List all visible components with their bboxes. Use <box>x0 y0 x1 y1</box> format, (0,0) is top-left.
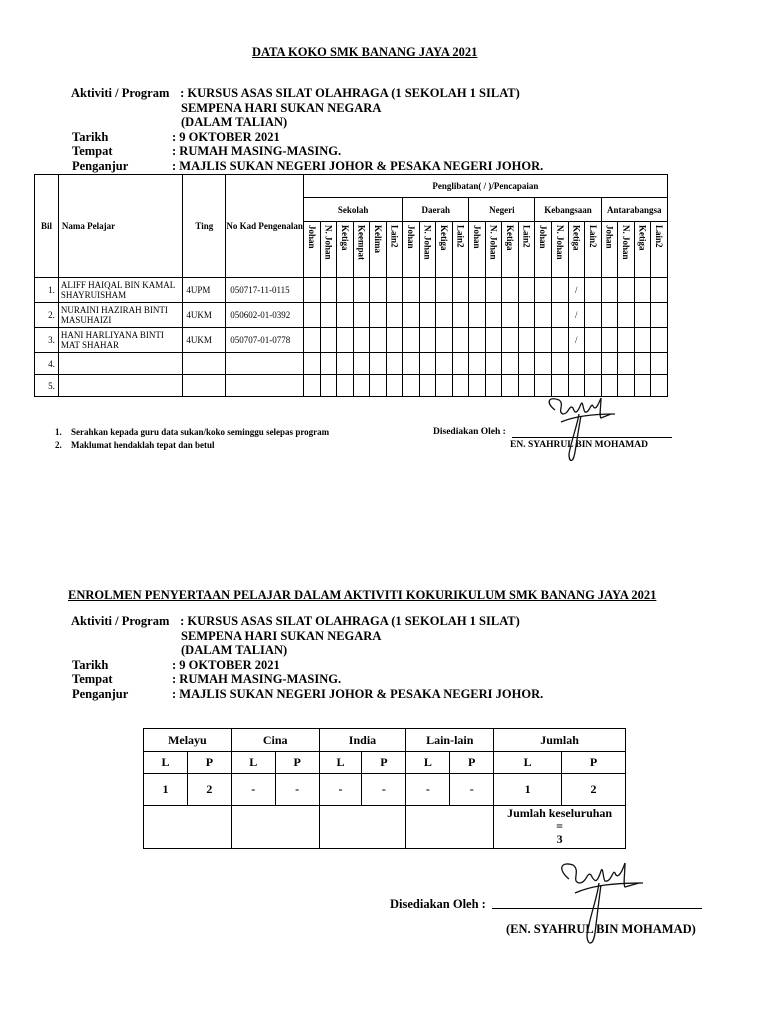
achievement-cell <box>535 353 552 375</box>
achievement-cell <box>551 353 568 375</box>
subcol-header <box>403 222 420 278</box>
row-ic: 050707-01-0778 <box>226 328 304 353</box>
note-num-2: 2. <box>55 440 62 450</box>
subcol-header <box>651 222 668 278</box>
col-l: L <box>144 752 188 774</box>
value-cell: - <box>275 774 319 806</box>
achievement-cell <box>452 328 469 353</box>
achievement-cell: / <box>568 328 585 353</box>
tarikh-label-2: Tarikh <box>72 657 109 672</box>
subcol-label: Lain2 <box>389 225 400 248</box>
subcol-label: Johan <box>306 225 317 249</box>
subcol-label: N. Johan <box>620 225 631 260</box>
row-name: HANI HARLIYANA BINTI MAT SHAHAR <box>58 328 183 353</box>
value-cell: 1 <box>494 774 562 806</box>
achievement-cell <box>618 303 635 328</box>
achievement-cell <box>518 303 535 328</box>
achievement-cell <box>419 303 436 328</box>
empty-cell <box>406 806 494 849</box>
achievement-cell <box>304 303 321 328</box>
achievement-cell <box>320 328 337 353</box>
col-penglibatan: Penglibatan( / )/Pencapaian <box>304 175 668 198</box>
value-cell: - <box>231 774 275 806</box>
achievement-cell <box>403 328 420 353</box>
section2-title: ENROLMEN PENYERTAAN PELAJAR DALAM AKTIVITI KOKURIKULUM SMK BANANG JAYA 2021 <box>68 588 657 602</box>
achievement-cell <box>386 353 403 375</box>
col-nokad: No Kad Pengenalan <box>226 175 304 278</box>
achievement-cell <box>502 328 519 353</box>
col-p: P <box>187 752 231 774</box>
achievement-cell <box>337 278 354 303</box>
achievement-cell <box>304 375 321 397</box>
achievement-cell <box>535 328 552 353</box>
row-ting <box>183 353 226 375</box>
note-2: Maklumat hendaklah tepat dan betul <box>71 440 215 450</box>
row-bil: 4. <box>35 353 59 375</box>
achievement-cell <box>634 375 651 397</box>
subcol-header <box>551 222 568 278</box>
subcol-label: Lain2 <box>521 225 532 248</box>
subcol-header <box>353 222 370 278</box>
achievement-cell <box>651 353 668 375</box>
achievement-cell <box>551 303 568 328</box>
value-cell: 1 <box>144 774 188 806</box>
achievement-cell <box>469 353 486 375</box>
section2-info: Aktiviti / Program : KURSUS ASAS SILAT OLAHRAGA (1 SEKOLAH 1 SILAT) SEMPENA HARI SUKAN NEGARA (DALAM TALIAN) Tarikh : 9 OKTOBER 2021 Tempat : RUMAH MASING-MASING. Penganjur : MAJLIS SUKAN NEGERI JOHOR & PESAKA NEGERI JOHOR. <box>71 614 544 701</box>
penganjur-value-2: MAJLIS SUKAN NEGERI JOHOR & PESAKA NEGERI JOHOR. <box>179 686 544 701</box>
achievement-cell <box>618 375 635 397</box>
subcol-label: Keempat <box>356 225 367 260</box>
group-india: India <box>319 729 406 752</box>
achievement-cell <box>634 353 651 375</box>
col-l: L <box>319 752 362 774</box>
subcol-label: Lain2 <box>455 225 466 248</box>
prepared-label-2: Disediakan Oleh : <box>390 897 486 911</box>
col-bil: Bil <box>35 175 59 278</box>
achievement-cell <box>370 353 387 375</box>
prepared-label-1: Disediakan Oleh : <box>433 427 506 437</box>
value-cell: - <box>406 774 450 806</box>
subcol-header <box>568 222 585 278</box>
achievement-cell <box>419 375 436 397</box>
achievement-cell <box>403 353 420 375</box>
achievement-cell <box>370 375 387 397</box>
participation-table <box>34 174 734 397</box>
col-nama: Nama Pelajar <box>58 175 183 278</box>
note-1: Serahkan kepada guru data sukan/koko seminggu selepas program <box>71 427 330 437</box>
row-bil: 1. <box>35 278 59 303</box>
total-eq: = <box>556 819 563 833</box>
total-value: 3 <box>556 832 563 846</box>
subcol-header <box>502 222 519 278</box>
achievement-cell <box>502 375 519 397</box>
aktiviti-line-3-2: (DALAM TALIAN) <box>181 643 288 657</box>
subcol-header <box>452 222 469 278</box>
achievement-cell <box>502 278 519 303</box>
tempat-label: Tempat <box>72 144 113 158</box>
row-name: ALIFF HAIQAL BIN KAMAL SHAYRUISHAM <box>58 278 183 303</box>
table-row <box>35 328 734 353</box>
subcol-header <box>419 222 436 278</box>
value-cell: 2 <box>187 774 231 806</box>
subcol-header <box>518 222 535 278</box>
achievement-cell <box>568 353 585 375</box>
total-label: Jumlah keseluruhan <box>507 806 613 820</box>
subcol-label: Johan <box>472 225 483 249</box>
row-bil: 3. <box>35 328 59 353</box>
row-name <box>58 353 183 375</box>
empty-cell <box>231 806 319 849</box>
empty-cell <box>144 806 232 849</box>
col-ting: Ting <box>183 175 226 278</box>
tarikh-value-2: 9 OKTOBER 2021 <box>179 657 280 672</box>
subcol-header <box>337 222 354 278</box>
achievement-cell <box>618 353 635 375</box>
penganjur-label: Penganjur <box>72 158 129 173</box>
achievement-cell <box>551 278 568 303</box>
achievement-cell <box>436 353 453 375</box>
col-p: P <box>562 752 626 774</box>
notes-list <box>55 426 329 452</box>
achievement-cell <box>469 375 486 397</box>
subcol-header <box>618 222 635 278</box>
subcol-header <box>320 222 337 278</box>
signature-1 <box>535 392 615 468</box>
achievement-cell <box>386 303 403 328</box>
table-row <box>35 353 734 375</box>
subcol-label: Ketiga <box>339 225 350 251</box>
section1-info: Aktiviti / Program : KURSUS ASAS SILAT OLAHRAGA (1 SEKOLAH 1 SILAT) SEMPENA HARI SUKAN NEGARA (DALAM TALIAN) Tarikh : 9 OKTOBER 2021 Tempat : RUMAH MASING-MASING. Penganjur : MAJLIS SUKAN NEGERI JOHOR & PESAKA NEGERI JOHOR. <box>71 86 544 173</box>
level-kebangsaan: Kebangsaan <box>535 198 601 222</box>
subcol-label: Kelima <box>372 225 383 253</box>
row-ting <box>183 375 226 397</box>
achievement-cell <box>370 303 387 328</box>
achievement-cell <box>452 353 469 375</box>
subcol-header <box>469 222 486 278</box>
subcol-header <box>386 222 403 278</box>
achievement-cell <box>585 303 602 328</box>
achievement-cell <box>535 303 552 328</box>
achievement-cell <box>485 353 502 375</box>
achievement-cell <box>320 278 337 303</box>
achievement-cell <box>304 278 321 303</box>
value-cell: - <box>319 774 362 806</box>
achievement-cell <box>353 303 370 328</box>
achievement-cell <box>304 353 321 375</box>
achievement-cell <box>370 278 387 303</box>
subcol-header <box>634 222 651 278</box>
level-negeri: Negeri <box>469 198 535 222</box>
row-name: NURAINI HAZIRAH BINTI MASUHAIZI <box>58 303 183 328</box>
aktiviti-line-1-2: KURSUS ASAS SILAT OLAHRAGA (1 SEKOLAH 1 SILAT) <box>187 614 520 628</box>
achievement-cell <box>436 303 453 328</box>
subcol-label: Lain2 <box>587 225 598 248</box>
achievement-cell <box>452 375 469 397</box>
tempat-label-2: Tempat <box>72 672 113 686</box>
penganjur-value: MAJLIS SUKAN NEGERI JOHOR & PESAKA NEGERI JOHOR. <box>179 158 544 173</box>
prepared-name-2: (EN. SYAHRUL BIN MOHAMAD) <box>506 922 696 936</box>
subcol-label: Lain2 <box>654 225 665 248</box>
row-ic <box>226 353 304 375</box>
achievement-cell <box>502 303 519 328</box>
subcol-label: Johan <box>405 225 416 249</box>
achievement-cell <box>485 375 502 397</box>
achievement-cell <box>551 328 568 353</box>
subcol-label: Johan <box>604 225 615 249</box>
achievement-cell <box>452 278 469 303</box>
col-p: P <box>275 752 319 774</box>
row-ic: 050717-11-0115 <box>226 278 304 303</box>
achievement-cell <box>452 303 469 328</box>
signature-2 <box>545 855 645 955</box>
subcol-label: Ketiga <box>571 225 582 251</box>
achievement-cell <box>651 328 668 353</box>
achievement-cell <box>386 278 403 303</box>
achievement-cell <box>585 353 602 375</box>
achievement-cell <box>320 375 337 397</box>
subcol-label: Johan <box>538 225 549 249</box>
aktiviti-label: Aktiviti / Program <box>71 86 170 100</box>
group-melayu: Melayu <box>144 729 232 752</box>
achievement-cell <box>337 353 354 375</box>
achievement-cell <box>618 328 635 353</box>
col-p: P <box>450 752 494 774</box>
subcol-label: Ketiga <box>637 225 648 251</box>
subcol-header <box>485 222 502 278</box>
achievement-cell <box>403 278 420 303</box>
achievement-cell <box>353 328 370 353</box>
achievement-cell <box>419 353 436 375</box>
tarikh-value: 9 OKTOBER 2021 <box>179 129 280 144</box>
achievement-cell <box>518 375 535 397</box>
achievement-cell <box>436 328 453 353</box>
achievement-cell <box>419 328 436 353</box>
row-ting: 4UKM <box>183 303 226 328</box>
achievement-cell <box>634 328 651 353</box>
achievement-cell <box>469 303 486 328</box>
achievement-cell <box>485 328 502 353</box>
level-sekolah: Sekolah <box>304 198 403 222</box>
group-lain-lain: Lain-lain <box>406 729 494 752</box>
tempat-value: RUMAH MASING-MASING. <box>179 144 342 158</box>
empty-cell <box>319 806 406 849</box>
col-l: L <box>406 752 450 774</box>
col-p: P <box>362 752 406 774</box>
tempat-value-2: RUMAH MASING-MASING. <box>179 672 342 686</box>
achievement-cell: / <box>568 303 585 328</box>
value-cell: 2 <box>562 774 626 806</box>
table-row <box>35 278 734 303</box>
aktiviti-label-2: Aktiviti / Program <box>71 614 170 628</box>
aktiviti-line-1: KURSUS ASAS SILAT OLAHRAGA (1 SEKOLAH 1 SILAT) <box>187 86 520 100</box>
achievement-cell <box>485 278 502 303</box>
subcol-label: Ketiga <box>439 225 450 251</box>
achievement-cell <box>469 278 486 303</box>
achievement-cell <box>436 375 453 397</box>
subcol-label: N. Johan <box>422 225 433 260</box>
achievement-cell <box>337 328 354 353</box>
enrolment-table <box>143 728 626 849</box>
value-cell: - <box>362 774 406 806</box>
row-bil: 5. <box>35 375 59 397</box>
achievement-cell <box>337 303 354 328</box>
level-daerah: Daerah <box>403 198 469 222</box>
aktiviti-line-2-2: SEMPENA HARI SUKAN NEGARA <box>181 628 382 643</box>
subcol-label: Ketiga <box>505 225 516 251</box>
subcol-header <box>535 222 552 278</box>
achievement-cell <box>320 353 337 375</box>
subcol-label: N. Johan <box>323 225 334 260</box>
row-bil: 2. <box>35 303 59 328</box>
achievement-cell <box>386 375 403 397</box>
achievement-cell <box>353 278 370 303</box>
col-l: L <box>231 752 275 774</box>
subcol-header <box>304 222 321 278</box>
tarikh-label: Tarikh <box>72 129 109 144</box>
prepared-name-1: EN. SYAHRUL BIN MOHAMAD <box>510 440 648 450</box>
table-row <box>35 375 734 397</box>
achievement-cell <box>353 353 370 375</box>
row-name <box>58 375 183 397</box>
subcol-header <box>370 222 387 278</box>
group-cina: Cina <box>231 729 319 752</box>
achievement-cell <box>320 303 337 328</box>
table-row <box>35 303 734 328</box>
subcol-label: N. Johan <box>554 225 565 260</box>
row-ic: 050602-01-0392 <box>226 303 304 328</box>
note-num-1: 1. <box>55 427 62 437</box>
achievement-cell <box>518 278 535 303</box>
achievement-cell <box>337 375 354 397</box>
achievement-cell <box>370 328 387 353</box>
col-l: L <box>494 752 562 774</box>
total-cell <box>494 806 626 849</box>
achievement-cell <box>502 353 519 375</box>
achievement-cell <box>601 303 618 328</box>
achievement-cell: / <box>568 278 585 303</box>
achievement-cell <box>601 278 618 303</box>
achievement-cell <box>403 303 420 328</box>
achievement-cell <box>419 278 436 303</box>
subcol-header <box>585 222 602 278</box>
achievement-cell <box>585 278 602 303</box>
achievement-cell <box>651 278 668 303</box>
group-jumlah: Jumlah <box>494 729 626 752</box>
achievement-cell <box>618 278 635 303</box>
achievement-cell <box>601 353 618 375</box>
achievement-cell <box>651 375 668 397</box>
achievement-cell <box>436 278 453 303</box>
achievement-cell <box>304 328 321 353</box>
level-antarabangsa: Antarabangsa <box>601 198 667 222</box>
achievement-cell <box>518 353 535 375</box>
achievement-cell <box>485 303 502 328</box>
achievement-cell <box>601 328 618 353</box>
subcol-label: N. Johan <box>488 225 499 260</box>
aktiviti-line-2: SEMPENA HARI SUKAN NEGARA <box>181 100 382 115</box>
achievement-cell <box>403 375 420 397</box>
row-ting: 4UKM <box>183 328 226 353</box>
achievement-cell <box>634 278 651 303</box>
achievement-cell <box>634 303 651 328</box>
achievement-cell <box>386 328 403 353</box>
achievement-cell <box>651 303 668 328</box>
achievement-cell <box>518 328 535 353</box>
subcol-header <box>436 222 453 278</box>
achievement-cell <box>353 375 370 397</box>
penganjur-label-2: Penganjur <box>72 686 129 701</box>
subcol-header <box>601 222 618 278</box>
row-ting: 4UPM <box>183 278 226 303</box>
achievement-cell <box>535 278 552 303</box>
achievement-cell <box>469 328 486 353</box>
aktiviti-line-3: (DALAM TALIAN) <box>181 115 288 129</box>
value-cell: - <box>450 774 494 806</box>
achievement-cell <box>585 328 602 353</box>
row-ic <box>226 375 304 397</box>
section1-title: DATA KOKO SMK BANANG JAYA 2021 <box>252 45 478 59</box>
